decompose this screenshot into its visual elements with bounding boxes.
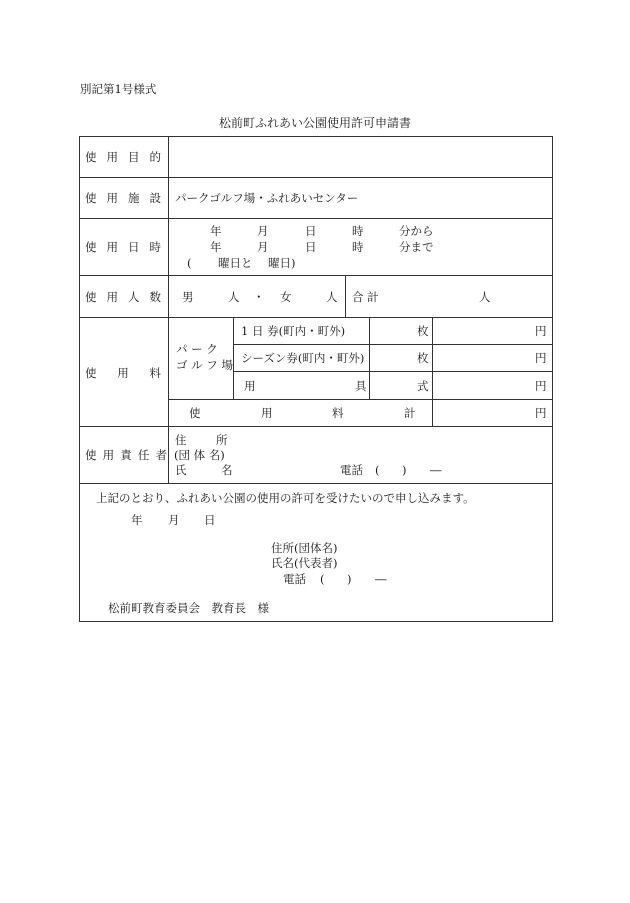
male-label: 男 [182, 290, 194, 304]
people-label: 使 用 人 数 [85, 290, 161, 304]
to-minute: 分まで [399, 240, 434, 254]
form-number-label: 別記第1号様式 [80, 82, 157, 96]
from-month: 月 [257, 224, 269, 238]
fee-equipment-yen: 円 [535, 379, 547, 393]
from-minute: 分から [399, 224, 434, 238]
fee-total-char-3: 料 [332, 406, 344, 420]
applicant-address: 住所(団体名) [271, 541, 338, 555]
fee-day-unit: 枚 [417, 324, 429, 338]
address-label-b: 所 [216, 433, 228, 447]
address-label-a: 住 [175, 433, 187, 447]
application-statement: 上記のとおり、ふれあい公園の使用の許可を受けたいので申し込みます。 [96, 491, 475, 505]
male-unit: 人 [228, 290, 240, 304]
to-day: 日 [305, 240, 317, 254]
applicant-phone-close: ) [347, 572, 352, 586]
fee-day-ticket: 1 日 券(町内・町外) [241, 324, 346, 338]
fee-total-char-1: 使 [189, 406, 201, 420]
datetime-label: 使 用 日 時 [85, 240, 161, 254]
from-day: 日 [305, 224, 317, 238]
fee-equipment-b: 具 [355, 379, 367, 393]
fee-total-yen: 円 [535, 406, 547, 420]
fee-label: 使 用 料 [85, 366, 161, 380]
document-title: 松前町ふれあい公園使用許可申請書 [218, 116, 411, 130]
application-year: 年 [131, 513, 143, 527]
facility-value: パークゴルフ場・ふれあいセンター [175, 191, 359, 205]
female-label: 女 [280, 290, 292, 304]
park-golf-label-2: ゴ ル フ 場 [176, 358, 233, 372]
weekday-to: 曜日) [268, 256, 296, 270]
facility-label: 使 用 施 設 [85, 191, 161, 205]
fee-season-unit: 枚 [417, 351, 429, 365]
recipient: 松前町教育委員会 教育長 様 [108, 601, 269, 615]
phone-dash: ― [430, 463, 442, 477]
weekday-open: ( [187, 256, 192, 270]
group-name-label: (団 体 名) [174, 448, 225, 462]
applicant-name: 氏名(代表者) [271, 556, 338, 570]
application-form-table [79, 136, 553, 622]
phone-label: 電話 [340, 463, 363, 477]
purpose-label: 使 用 目 的 [85, 150, 161, 164]
park-golf-label-1: パ ー ク [176, 342, 218, 356]
separator-dot: ・ [253, 290, 265, 304]
fee-day-yen: 円 [535, 324, 547, 338]
fee-season-yen: 円 [535, 351, 547, 365]
name-label-a: 氏 [175, 463, 187, 477]
fee-equipment-unit: 式 [417, 379, 429, 393]
to-hour: 時 [352, 240, 364, 254]
weekday-from: 曜日と [218, 256, 253, 270]
phone-paren-open: ( [375, 463, 380, 477]
applicant-phone-dash: ― [375, 572, 387, 586]
name-label-b: 名 [221, 463, 233, 477]
from-year: 年 [210, 224, 222, 238]
responsible-label: 使 用 責 任 者 [85, 448, 167, 462]
to-month: 月 [257, 240, 269, 254]
fee-total-char-2: 用 [261, 406, 273, 420]
fee-total-char-4: 計 [404, 406, 416, 420]
applicant-phone-label: 電話 [283, 572, 306, 586]
applicant-phone-open: ( [320, 572, 325, 586]
fee-season-ticket: シーズン券(町内・町外) [241, 351, 365, 365]
total-unit: 人 [479, 290, 491, 304]
total-label: 合 計 [352, 290, 379, 304]
application-day: 日 [204, 513, 216, 527]
fee-equipment-a: 用 [244, 379, 256, 393]
from-hour: 時 [352, 224, 364, 238]
female-unit: 人 [326, 290, 338, 304]
to-year: 年 [210, 240, 222, 254]
application-month: 月 [168, 513, 180, 527]
phone-paren-close: ) [402, 463, 407, 477]
